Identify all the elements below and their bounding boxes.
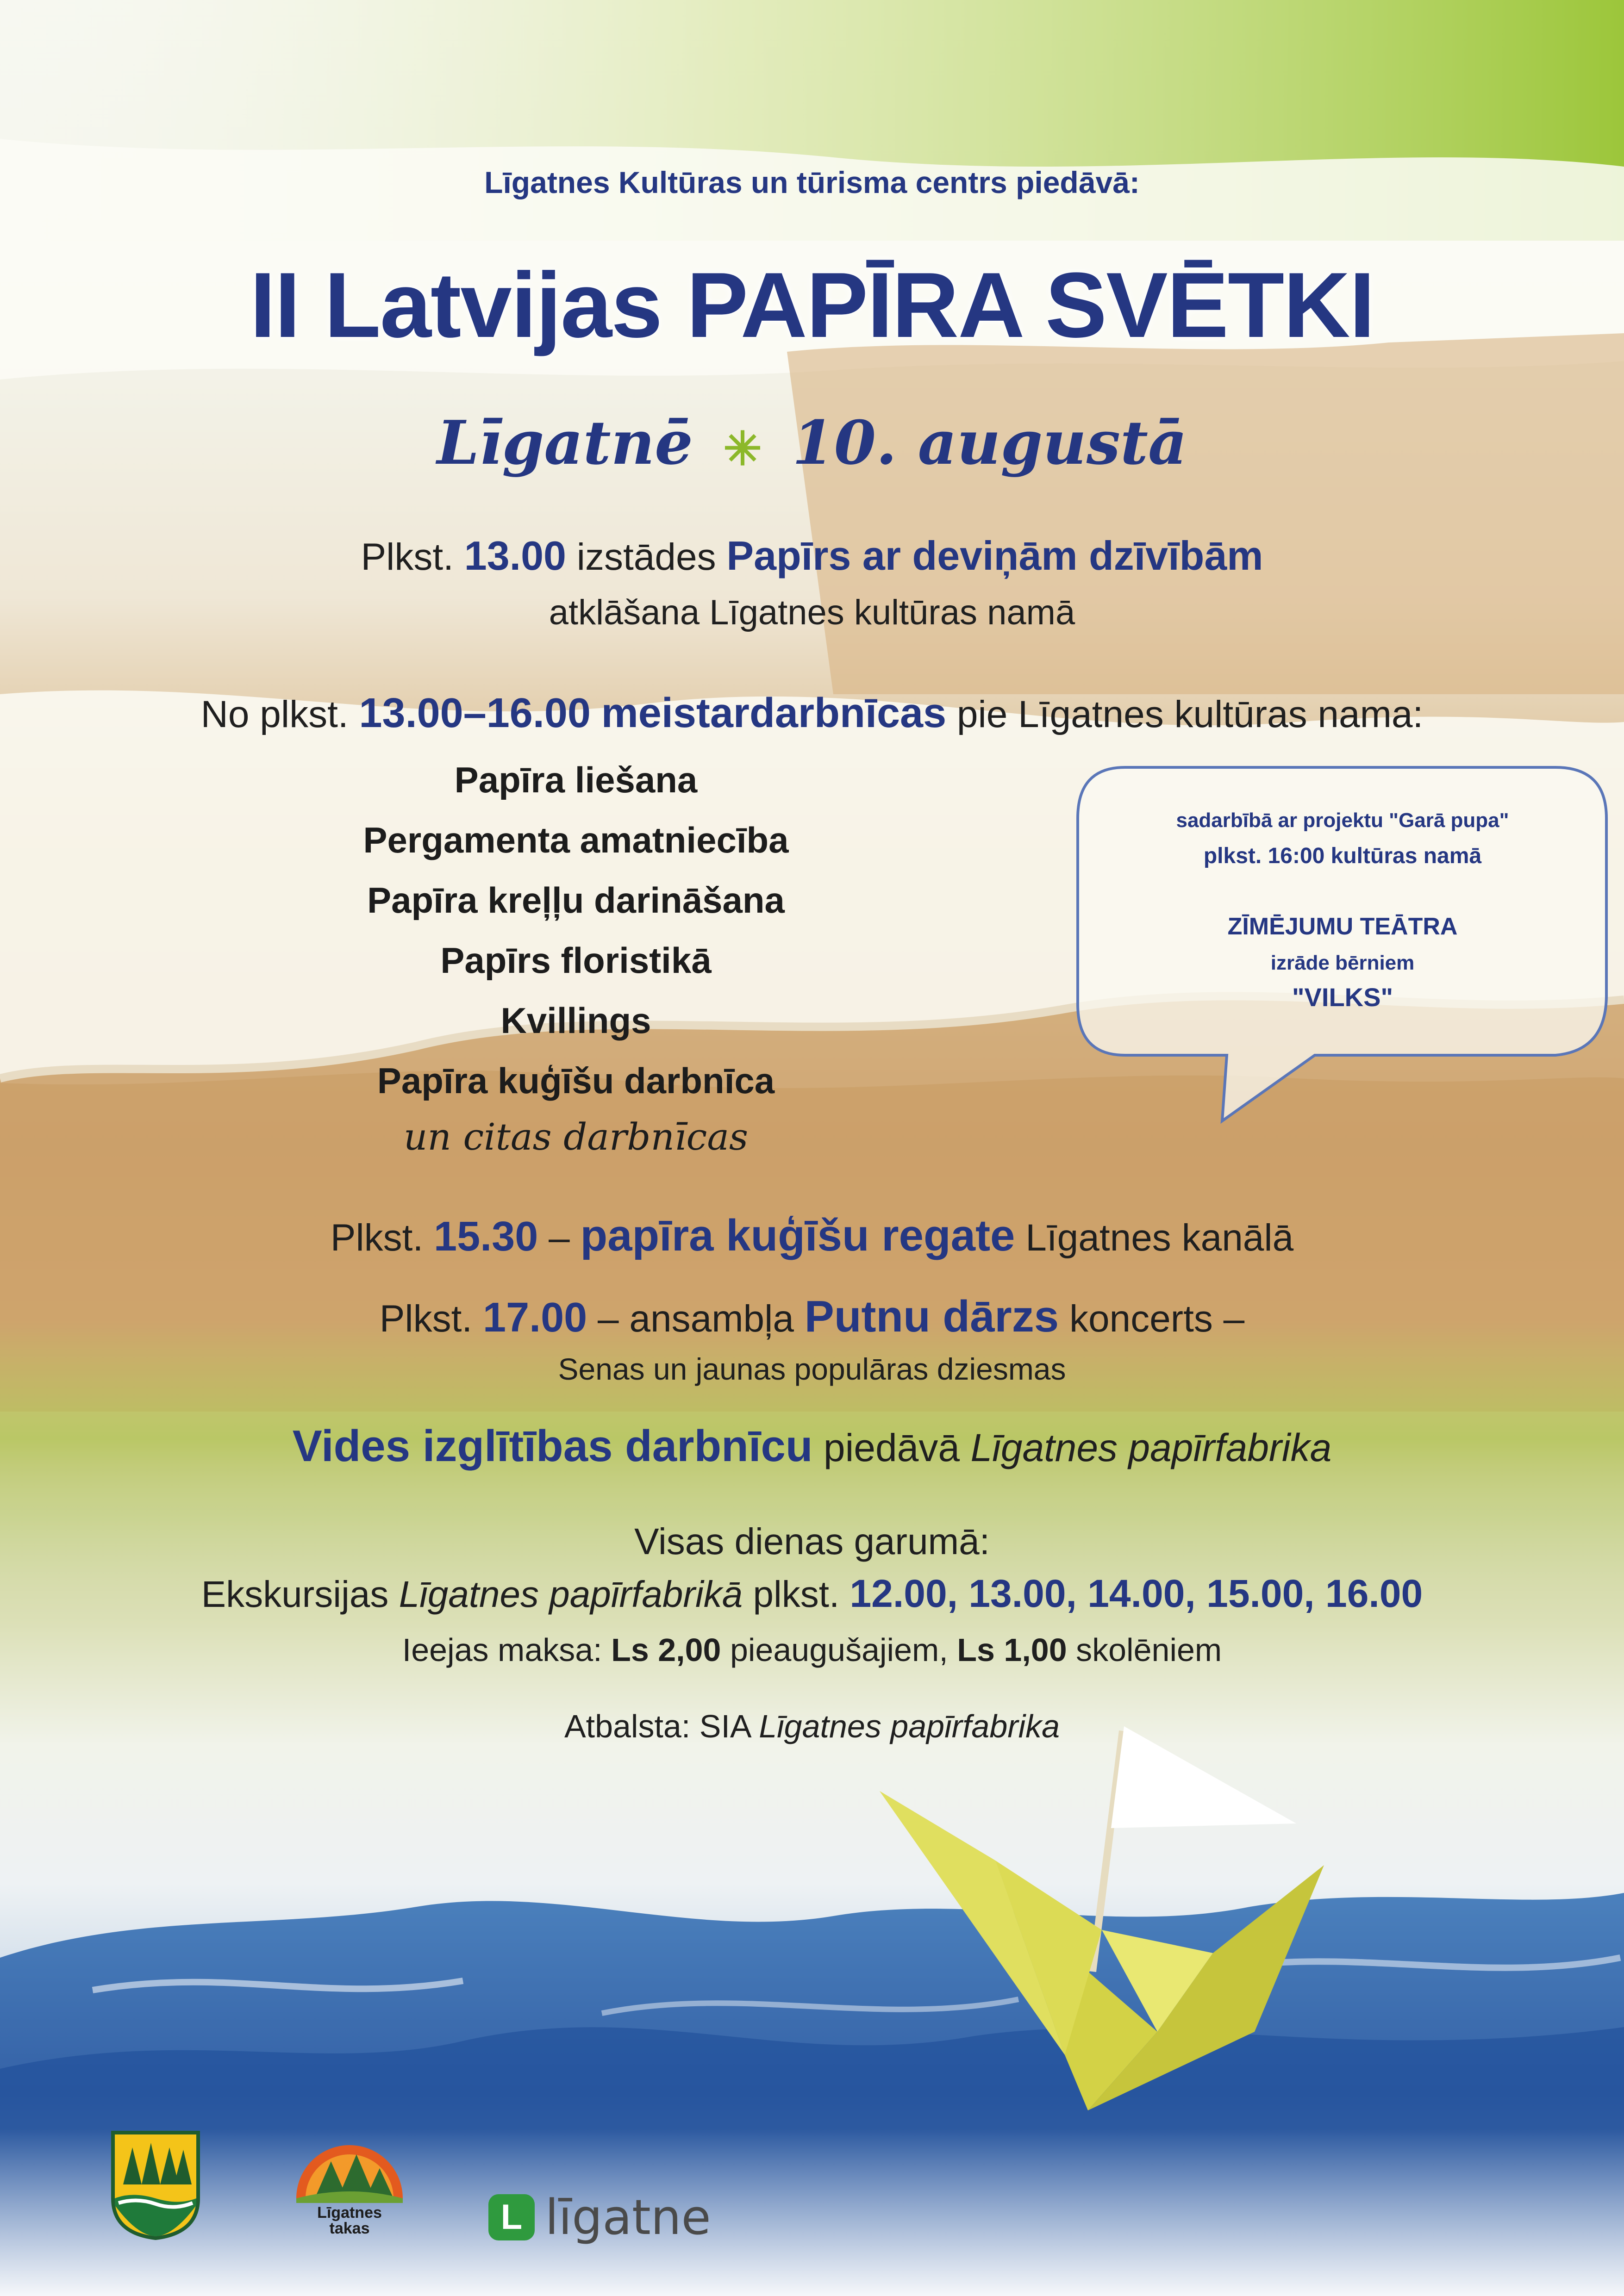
- paper-boat-illustration: [870, 1712, 1333, 2129]
- env-org: Līgatnes papīrfabrika: [970, 1426, 1332, 1469]
- workshops-time: 13.00–16.00: [359, 690, 591, 736]
- fee-adult-label: pieaugušajiem,: [730, 1632, 948, 1668]
- regatta-line: [0, 1210, 1624, 1261]
- env-name: Vides izglītības darbnīcu: [292, 1421, 813, 1471]
- ligatne-brand-logo: [488, 2189, 711, 2245]
- fee-adult: Ls 2,00: [611, 1632, 721, 1668]
- concert-time: 17.00: [483, 1294, 587, 1341]
- workshop-item: Papīra kreļļu darināšana: [367, 880, 785, 921]
- workshop-item: Papīrs floristikā: [440, 940, 712, 981]
- fee-label: Ieejas maksa:: [402, 1632, 602, 1668]
- place-date-line: [0, 407, 1624, 478]
- env-mid: piedāvā: [823, 1426, 960, 1469]
- exhibition-time: 13.00: [464, 533, 566, 579]
- ligatnes-takas-logo: [287, 2129, 412, 2235]
- support-org: Līgatnes papīrfabrika: [759, 1708, 1060, 1744]
- exhibition-prefix: Plkst.: [361, 536, 454, 578]
- regatta-dash: –: [549, 1217, 570, 1259]
- place-text: Līgatnē: [437, 407, 693, 478]
- workshops-line: [0, 690, 1624, 737]
- bubble-line: sadarbībā ar projektu "Garā pupa": [1176, 809, 1509, 832]
- exhibition-line: [0, 532, 1624, 579]
- bubble-line: plkst. 16:00 kultūras namā: [1203, 844, 1482, 868]
- allday-title: Visas dienas garumā:: [634, 1521, 990, 1562]
- concert-line: [0, 1291, 1624, 1342]
- bubble-line: ZĪMĒJUMU TEĀTRA: [1227, 913, 1458, 940]
- tour-line: [0, 1571, 1624, 1616]
- tour-place: Līgatnes papīrfabrikā: [399, 1574, 743, 1615]
- date-text: 10. augustā: [792, 407, 1187, 478]
- concert-mid: – ansambļa: [598, 1298, 794, 1340]
- brand-mark-icon: L: [488, 2194, 535, 2240]
- workshop-item: Papīra liešana: [454, 759, 698, 800]
- concert-prefix: Plkst.: [379, 1298, 473, 1340]
- regatta-suffix: Līgatnes kanālā: [1025, 1217, 1294, 1259]
- workshop-item: Pergamenta amatniecība: [363, 820, 789, 860]
- tour-word: plkst.: [753, 1574, 840, 1615]
- coat-of-arms-logo: [109, 2129, 202, 2240]
- regatta-prefix: Plkst.: [330, 1217, 424, 1259]
- exhibition-name: Papīrs ar deviņām dzīvībām: [726, 533, 1263, 579]
- workshop-item: Kvillings: [500, 1000, 651, 1041]
- star-icon: ✳: [723, 421, 762, 476]
- regatta-name: papīra kuģīšu regate: [580, 1211, 1015, 1260]
- brand-text: līgatne: [545, 2189, 711, 2246]
- env-line: [0, 1421, 1624, 1472]
- fee-child-label: skolēniem: [1076, 1632, 1222, 1668]
- tour-times: 12.00, 13.00, 14.00, 15.00, 16.00: [849, 1572, 1423, 1615]
- support-line: [0, 1708, 1624, 1745]
- tour-prefix: Ekskursijas: [201, 1574, 389, 1615]
- presenter-line: Līgatnes Kultūras un tūrisma centrs piedāvā:: [484, 165, 1140, 199]
- concert-name: Putnu dārzs: [804, 1292, 1059, 1341]
- workshops-label: meistardarbnīcas: [601, 690, 947, 736]
- exhibition-word: izstādes: [576, 536, 716, 578]
- takas-logo-line2: takas: [329, 2220, 370, 2235]
- fee-line: [0, 1631, 1624, 1668]
- concert-suffix: koncerts –: [1069, 1298, 1245, 1340]
- bubble-line: izrāde bērniem: [1270, 952, 1415, 974]
- workshop-item: Papīra kuģīšu darbnīca: [377, 1060, 775, 1101]
- exhibition-location: atklāšana Līgatnes kultūras namā: [549, 593, 1075, 632]
- workshops-suffix: pie Līgatnes kultūras nama:: [956, 693, 1424, 735]
- concert-subtitle: Senas un jaunas populāras dziesmas: [558, 1352, 1066, 1386]
- support-label: Atbalsta: SIA: [564, 1708, 750, 1744]
- workshops-prefix: No plkst.: [200, 693, 349, 735]
- workshop-more: un citas darbnīcas: [403, 1115, 749, 1158]
- page-title: II Latvijas PAPĪRA SVĒTKI: [250, 254, 1374, 357]
- regatta-time: 15.30: [434, 1213, 538, 1260]
- fee-child: Ls 1,00: [957, 1632, 1067, 1668]
- takas-logo-line1: Līgatnes: [317, 2204, 382, 2221]
- bubble-line: "VILKS": [1292, 983, 1393, 1012]
